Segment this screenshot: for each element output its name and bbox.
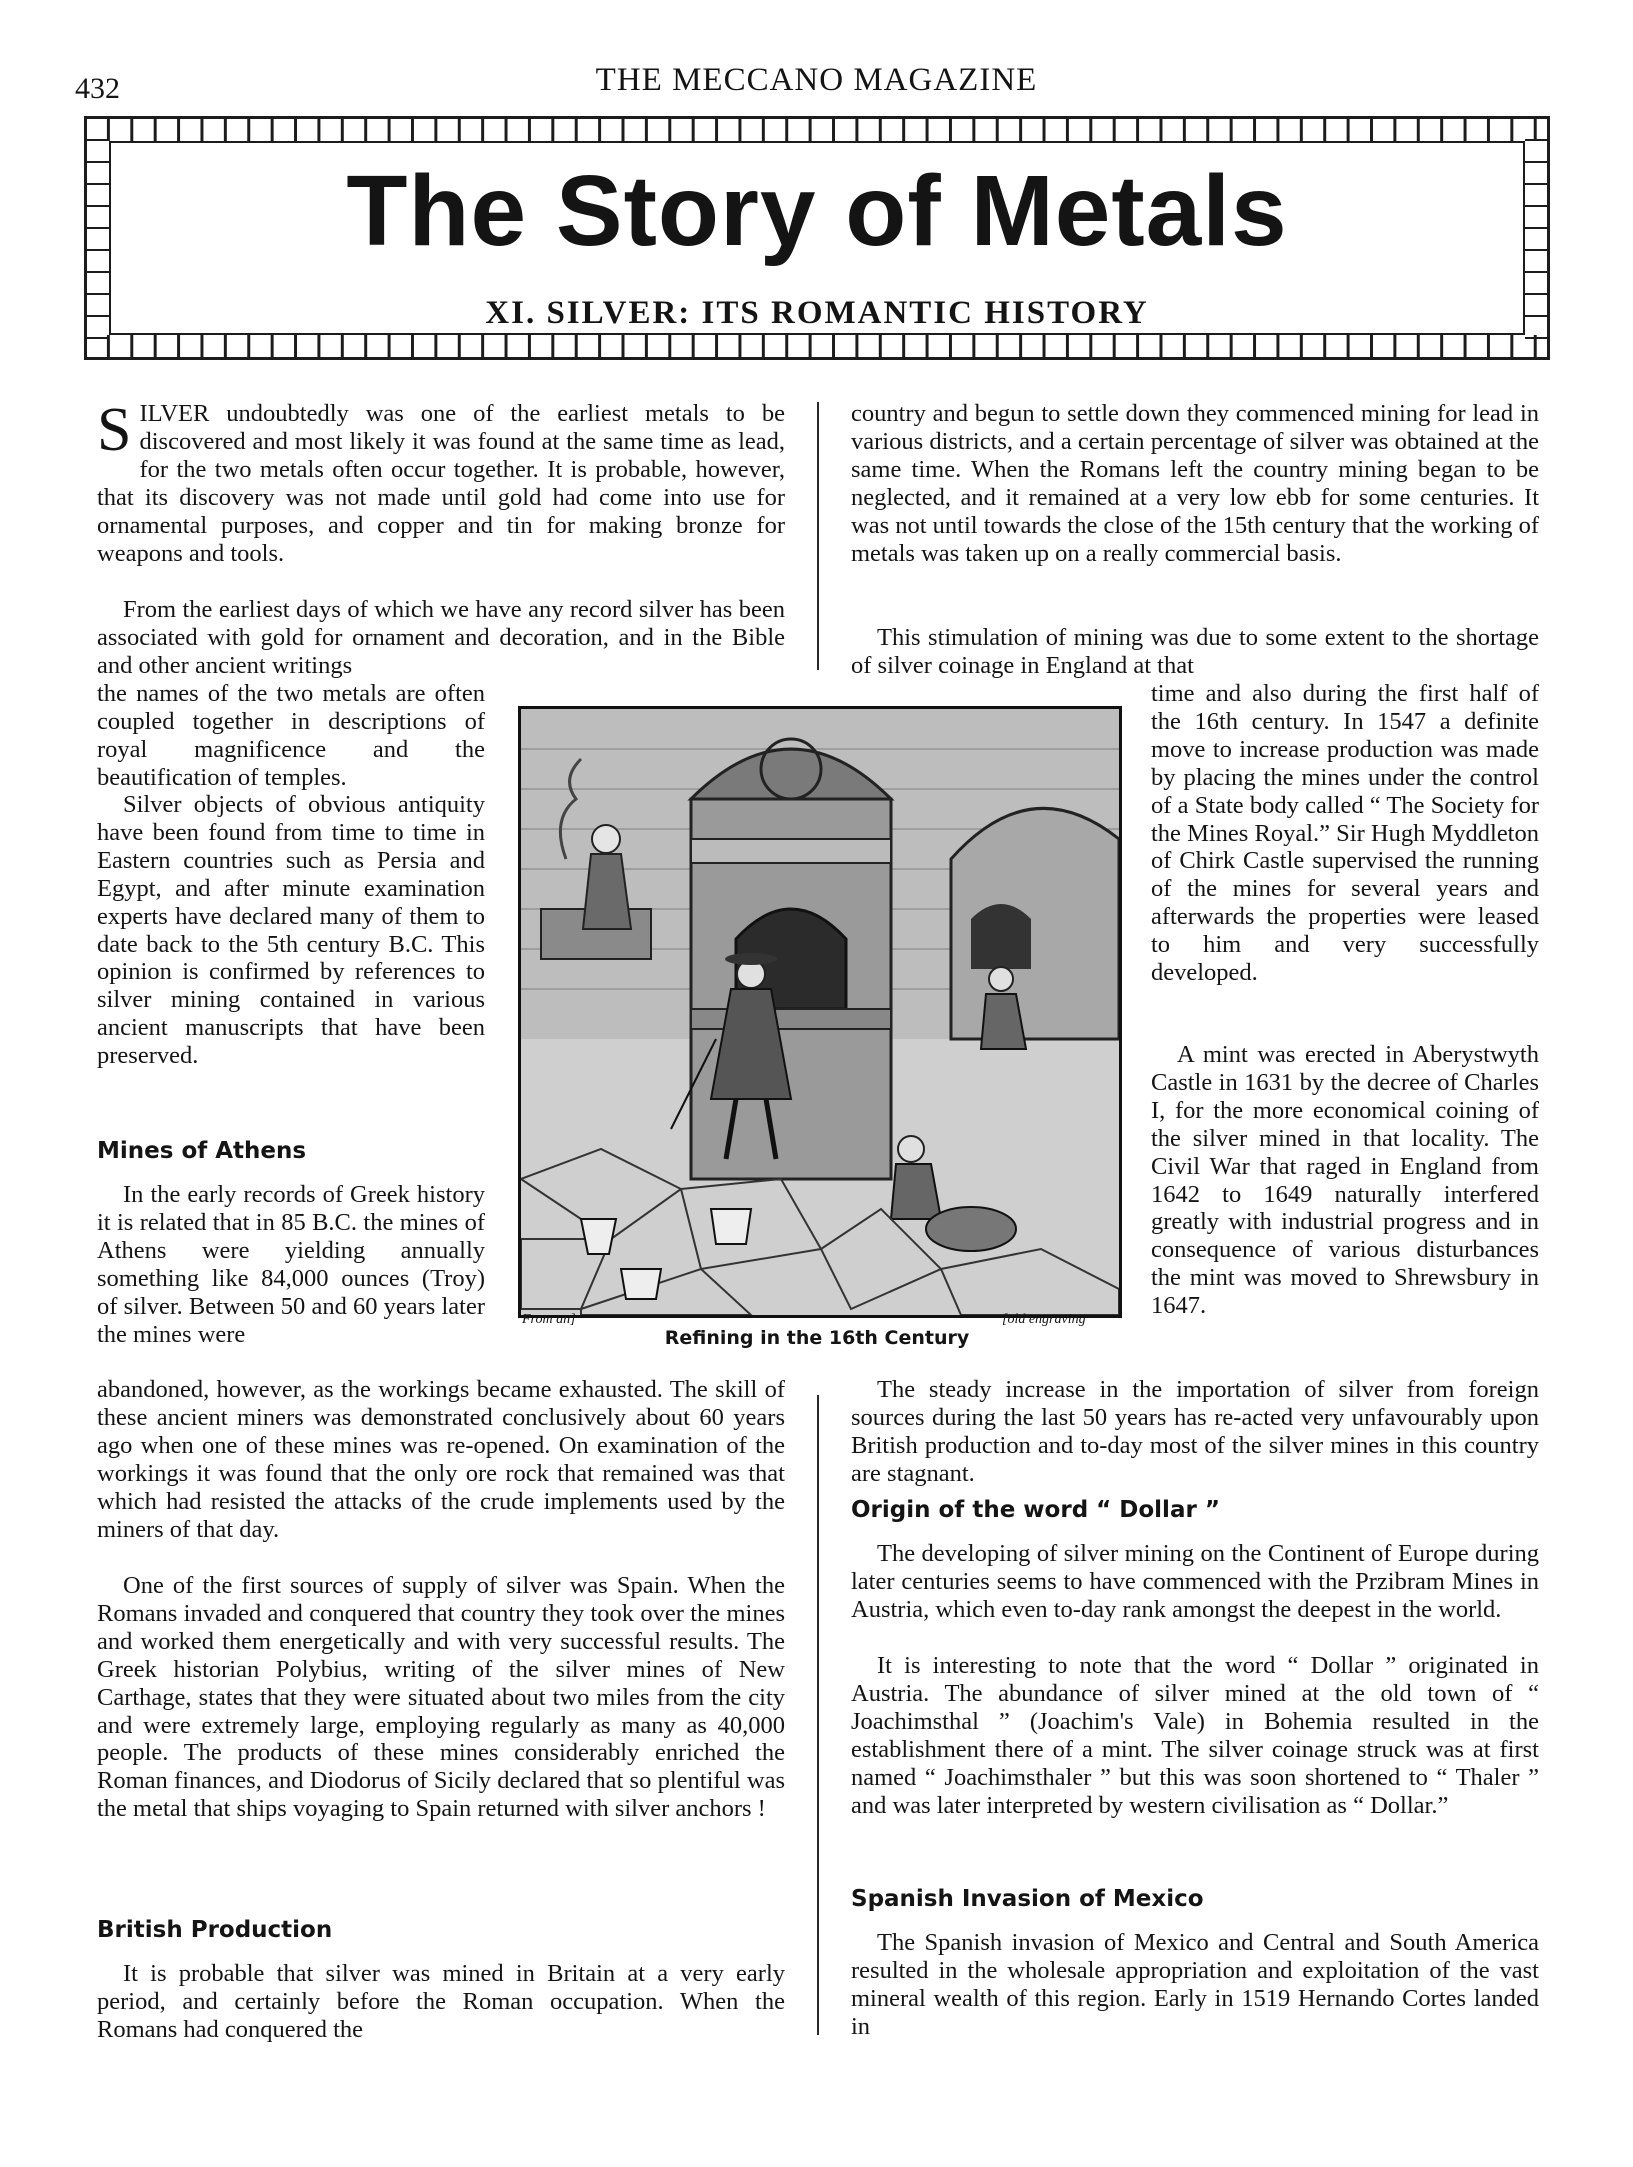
paragraph-mexico: The Spanish invasion of Mexico and Central and South America resulted in the wholesale appropriation and exploitation of the vast mineral wealth of this region. Early in 1519 Hernando Cortes landed in [851,1929,1539,2040]
paragraph-aberystwyth-mint: A mint was erected in Aberystwyth Castle in 1631 by the decree of Charles I, for the more economical coining of the silver mined in that locality. The Civil War that raged in England from 1642 to 1649 naturally interfered greatly with industrial progress and in consequence of various disturbances the mint was moved to Shrewsbury in 1647. [1151,1041,1539,1320]
heading-mines-of-athens: Mines of Athens [97,1138,307,1164]
drop-cap: S [97,396,132,464]
paragraph-silver-objects: Silver objects of obvious antiquity have been found from time to time in Eastern countries such as Persia and Egypt, and after minute examination experts have declared many of them to date back to the 5th century B.C. This opinion is confirmed by references to silver mining contained in various ancient manuscripts that have been preserved. [97,791,485,1070]
heading-spanish-invasion: Spanish Invasion of Mexico [851,1886,1204,1912]
paragraph-athens: In the early records of Greek history it is related that in 85 B.C. the mines of Athens were yielding annually something like 84,000 ounces (Troy) of silver. Between 50 and 60 years later the mines were [97,1181,485,1348]
paragraph-stimulation: This stimulation of mining was due to some extent to the shortage of silver coinage in England at that [851,624,1539,679]
figure-credit-right: [old engraving [1002,1312,1086,1327]
article-title: The Story of Metals [346,155,1288,267]
paragraph-britain: It is probable that silver was mined in Britain at a very early period, and certainly before the Roman occupation. When the Romans had conquered the [97,1960,785,2043]
article-subtitle: XI. SILVER: ITS ROMANTIC HISTORY [485,295,1149,331]
paragraph-stimulation-cont: time and also during the first half of the 16th century. In 1547 a definite move to increase production was made by placing the mines under the control of a State body called “ The Society for the Mines Royal.” Sir Hugh Myddleton of Chirk Castle supervised the running of the mines for several years and afterwards the properties were leased to him and very successfully developed. [1151,680,1539,987]
paragraph-athens-cont: abandoned, however, as the workings became exhausted. The skill of these ancient miners was demonstrated conclusively about 60 years ago when one of these mines was re-opened. On examination of the workings it was found that the only ore rock that remained was that which had resisted the attacks of the crude implements used by the miners of that day. [97,1376,785,1543]
paragraph-spain: One of the first sources of supply of silver was Spain. When the Romans invaded and conquered that country they took over the mines and worked them energetically and with very successful results. The Greek historian Polybius, writing of the silver mines of New Carthage, states that they were situated about two miles from the city and were extremely large, employing regularly as many as 40,000 people. The products of these mines considerably enriched the Roman finances, and Diodorus of Sicily declared that so plentiful was the metal that ships voyaging to Spain returned with silver anchors ! [97,1572,785,1823]
page-number: 432 [75,72,120,105]
paragraph-earliest-days: From the earliest days of which we have any record silver has been associated with gold for ornament and decoration, and in the Bible and other ancient writings [97,596,785,679]
running-head: THE MECCANO MAGAZINE [595,62,1038,98]
refining-engraving-illustration [521,709,1119,1315]
title-frame-inner [109,141,1525,335]
heading-origin-dollar: Origin of the word “ Dollar ” [851,1497,1220,1523]
heading-british-production: British Production [97,1917,333,1943]
paragraph-importation: The steady increase in the importation of silver from foreign sources during the last 50 years has re-acted very unfavourably upon British production and to-day most of the silver mines in this country are stagnant. [851,1376,1539,1487]
paragraph-dollar: It is interesting to note that the word “ Dollar ” originated in Austria. The abundance of silver mined at the old town of “ Joachimsthal ” (Joachim's Vale) in Bohemia resulted in the establishment there of a mint. The silver coinage struck was at first named “ Joachimsthaler ” but this was soon shortened to “ Thaler ” and was later interpreted by western civilisation as “ Dollar.” [851,1652,1539,1819]
intro-text: ILVER undoubtedly was one of the earliest metals to be discovered and most likely it was found at the same time as lead, for the two metals often occur together. It is probable, however, that its discovery was not made until gold had come into use for ornamental purposes, and copper and tin for making bronze for weapons and tools. [97,400,785,567]
paragraph-continent: The developing of silver mining on the Continent of Europe during later centuries seems to have commenced with the Przibram Mines in Austria, which even to-day rank amongst the deepest in the world. [851,1540,1539,1623]
column-divider-bottom [817,1395,819,2035]
paragraph-earliest-days-cont: the names of the two metals are often coupled together in descriptions of royal magnificence and the beautification of temples. [97,680,485,791]
column-divider-top [817,402,819,670]
intro-paragraph [97,396,785,567]
paragraph-romans-mining: country and begun to settle down they commenced mining for lead in various districts, and a certain percentage of silver was obtained at the same time. When the Romans left the country mining began to be neglected, and it remained at a very low ebb for some centuries. It was not until towards the close of the 15th century that the working of metals was taken up on a really commercial basis. [851,400,1539,567]
figure-credit-left: From an] [522,1312,576,1327]
figure-caption: Refining in the 16th Century [664,1327,970,1349]
title-frame [84,116,1550,360]
engraving-figure [518,706,1122,1318]
